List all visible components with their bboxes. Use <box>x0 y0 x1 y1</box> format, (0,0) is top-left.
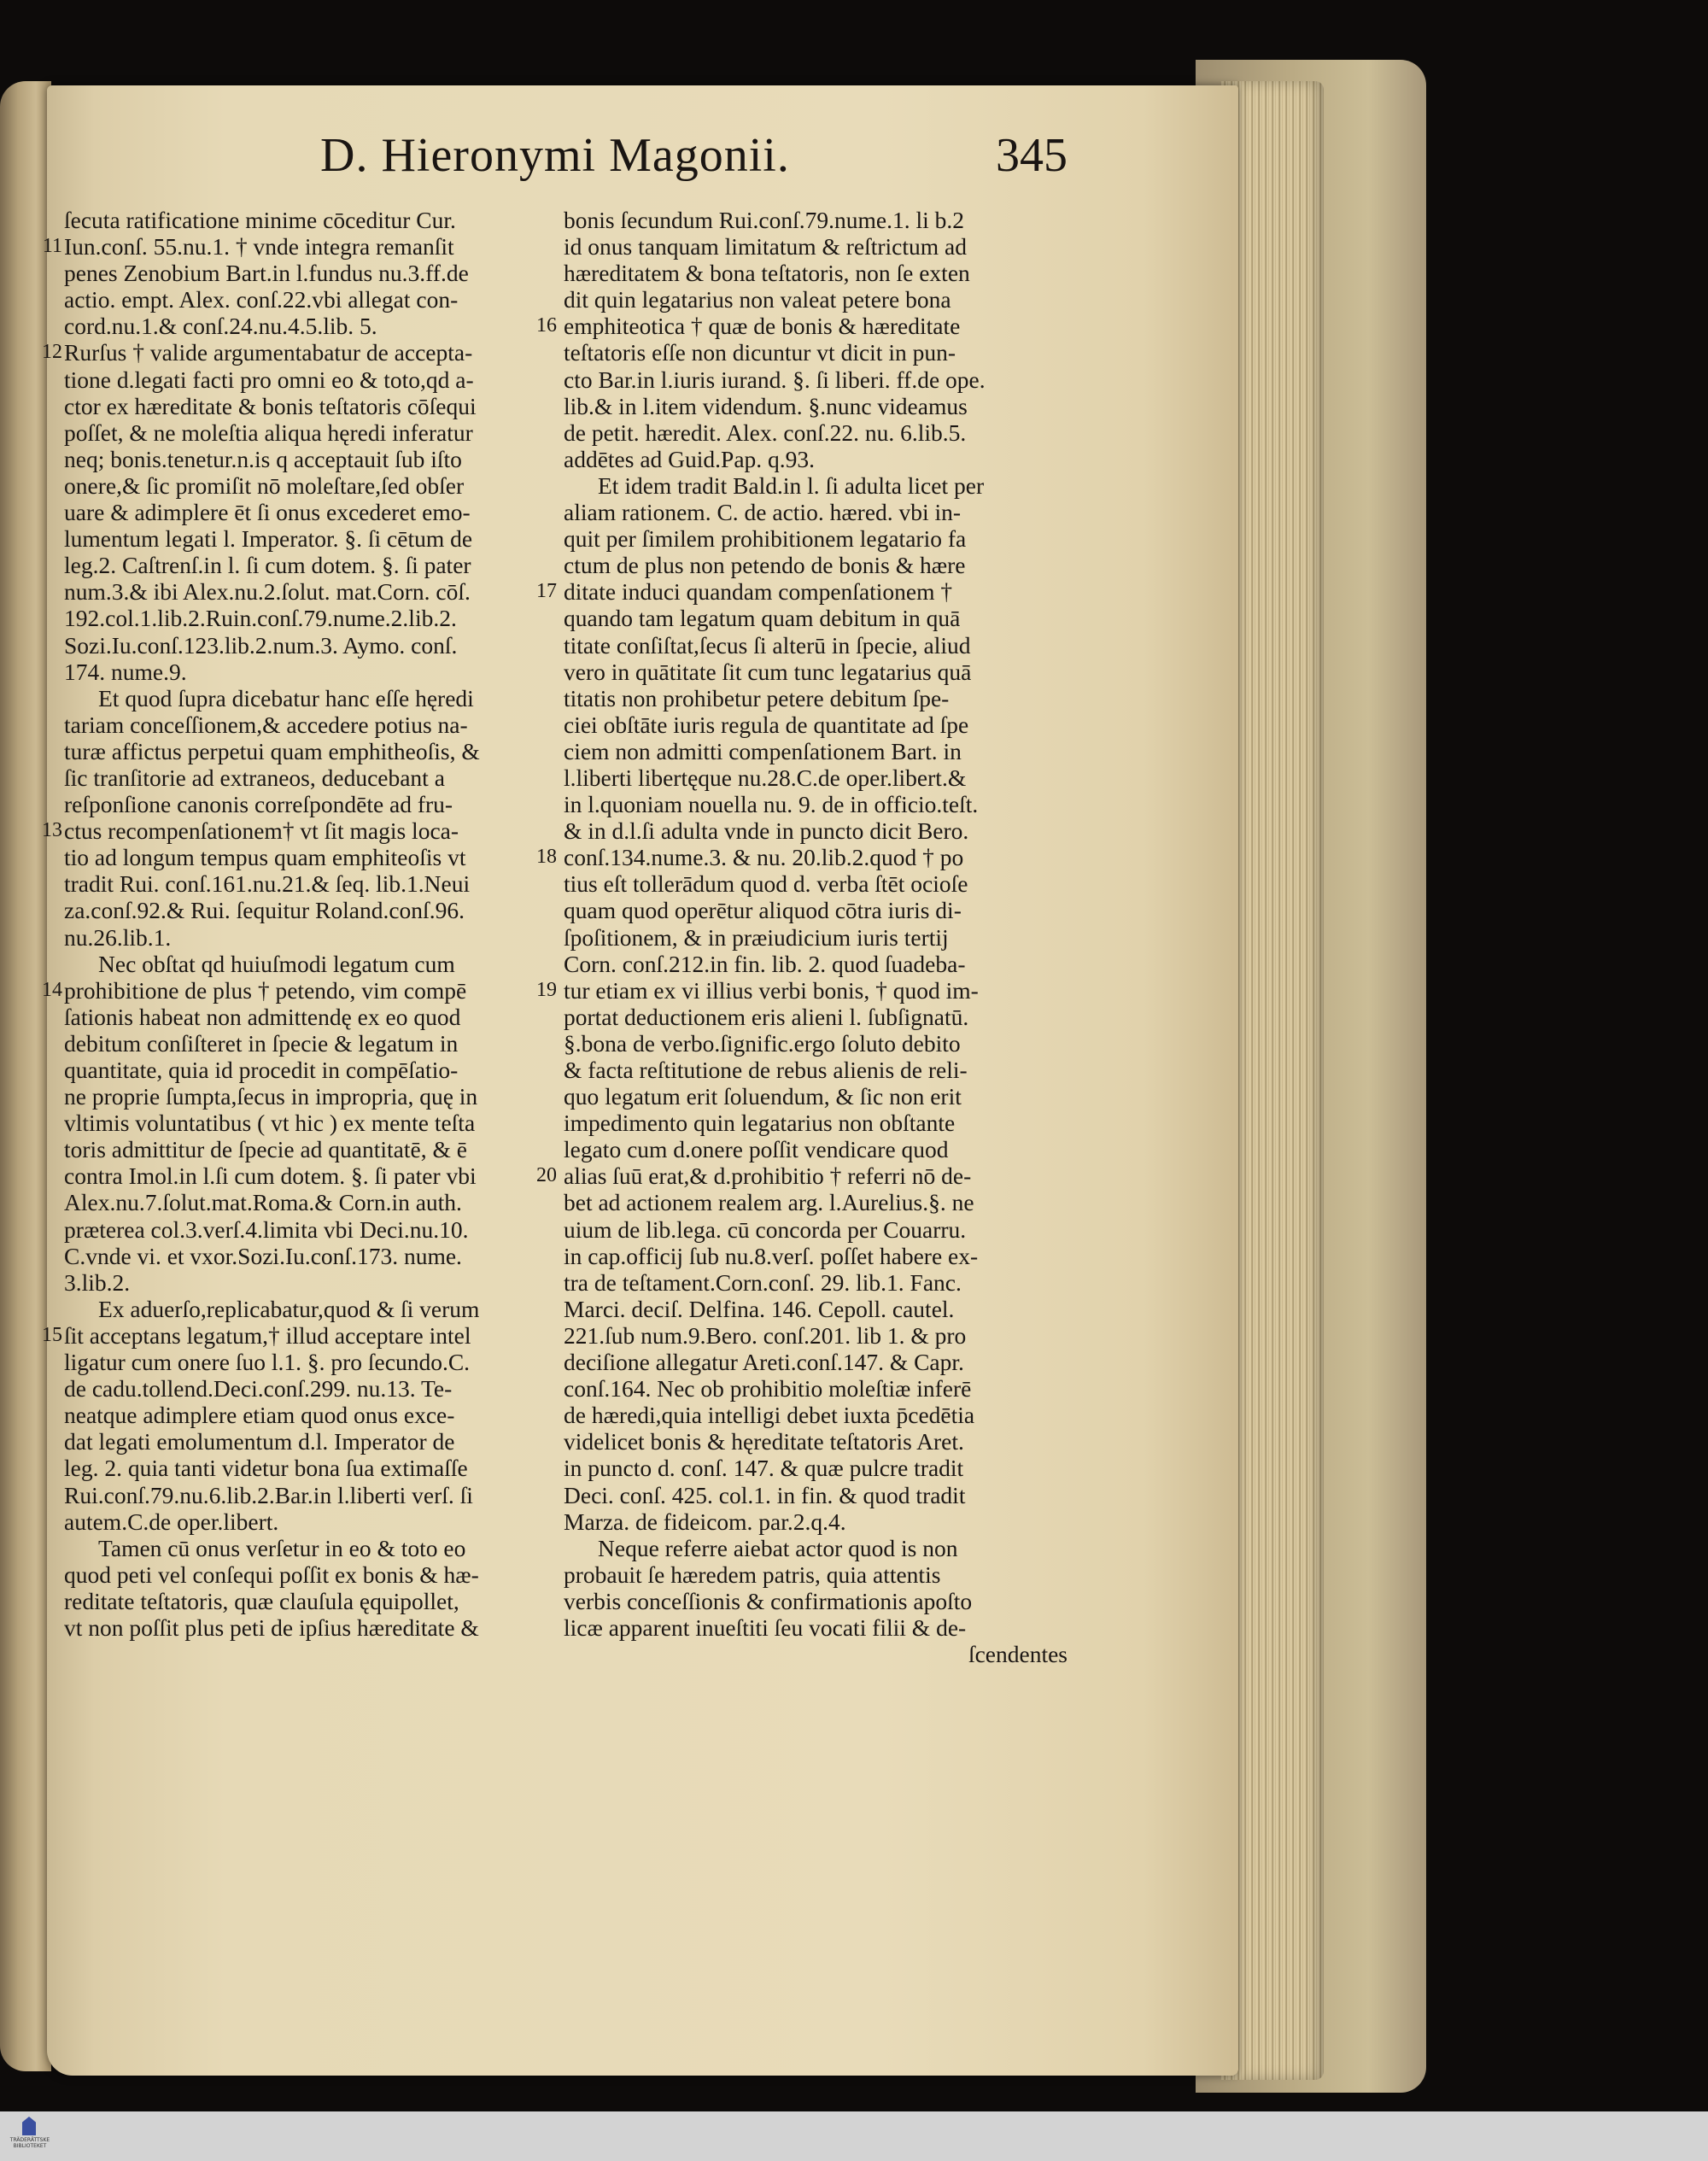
line-text: ctus recompenſationem† vt ſit magis loca- <box>64 817 459 845</box>
text-line <box>564 1349 1068 1375</box>
line-text: & in d.l.ſi adulta vnde in puncto dicit Bero. <box>564 817 969 845</box>
line-text: videlicet bonis & hęreditate teſtatoris Aret. <box>564 1428 964 1455</box>
line-text: ne proprie ſumpta,ſecus in impropria, quę in <box>64 1083 478 1110</box>
line-text: bonis ſecundum Rui.conſ.79.nume.1. li b.2 <box>564 207 964 233</box>
text-line <box>64 1004 542 1030</box>
library-logo <box>9 2117 51 2156</box>
line-text: contra Imol.in l.ſi cum dotem. §. ſi pater vbi <box>64 1162 477 1190</box>
line-text: de hæredi,quia intelligi debet iuxta p̄cedētia <box>564 1402 975 1429</box>
margin-note-number: 15 <box>42 1323 62 1346</box>
text-line <box>564 1004 1068 1030</box>
text-line <box>64 578 542 605</box>
viewer-footer-bar <box>0 2111 1708 2161</box>
text-line <box>536 844 1068 871</box>
text-line <box>564 1216 1068 1243</box>
right-text-column <box>536 207 1068 1668</box>
line-text: C.vnde vi. et vxor.Sozi.Iu.conſ.173. nume. <box>64 1242 462 1269</box>
line-text: in l.quoniam nouella nu. 9. de in officio.teſt. <box>564 791 979 818</box>
line-text: vt non poſſit plus peti de ipſius hæreditate & <box>64 1613 479 1641</box>
running-title: D. Hieronymi Magonii. <box>320 129 790 182</box>
line-text: quando tam legatum quam debitum in quā <box>564 605 961 632</box>
line-text: bet ad actionem realem arg. l.Aurelius.§. ne <box>564 1189 974 1216</box>
text-line <box>564 738 1068 764</box>
text-line <box>64 552 542 578</box>
line-text: ctum de plus non petendo de bonis & hære <box>564 552 966 579</box>
text-line <box>564 1588 1068 1614</box>
margin-note-number: 19 <box>536 978 557 1001</box>
text-line <box>42 817 542 845</box>
text-line <box>64 951 542 977</box>
text-line <box>64 446 542 472</box>
margin-note-number: 18 <box>536 846 557 869</box>
line-text: addētes ad Guid.Pap. q.93. <box>564 445 816 472</box>
text-line <box>64 1136 542 1162</box>
text-line <box>564 1482 1068 1508</box>
text-line <box>564 685 1068 712</box>
library-logo-text: TRÄDERÄTTSKE BIBLIOTEKET <box>9 2137 50 2149</box>
line-text: l.liberti libertęque nu.28.C.de oper.libert.& <box>564 764 967 791</box>
text-line <box>564 1296 1068 1322</box>
line-text: & facta reſtitutione de rebus alienis de reli- <box>564 1057 968 1083</box>
text-line <box>564 951 1068 977</box>
text-line <box>564 924 1068 951</box>
line-text: id onus tanquam limitatum & reſtrictum ad <box>564 233 967 261</box>
text-line <box>64 738 542 764</box>
line-text: ctor ex hæreditate & bonis teſtatoris cōſequi <box>64 392 477 419</box>
line-text: verbis conceſſionis & confirmationis apoſto <box>564 1587 973 1614</box>
line-text: ſationis habeat non admittendę ex eo quod <box>64 1003 461 1030</box>
text-line <box>64 1243 542 1269</box>
left-text-column <box>42 207 542 1641</box>
line-text: de cadu.tollend.Deci.conſ.299. nu.13. Te- <box>64 1375 453 1403</box>
text-line <box>536 1162 1068 1190</box>
line-text: lib.& in l.item videndum. §.nunc videamus <box>564 392 968 419</box>
line-text: conſ.134.nume.3. & nu. 20.lib.2.quod † po <box>564 844 964 871</box>
text-line <box>64 659 542 685</box>
text-line <box>564 1614 1068 1641</box>
line-text: Rurſus † valide argumentabatur de accepta- <box>64 339 473 366</box>
line-text: ciei obſtāte iuris regula de quantitate ad ſpe <box>564 711 969 738</box>
text-line <box>536 313 1068 340</box>
text-line <box>564 817 1068 844</box>
line-text: reditate teſtatoris, quæ clauſula ęquipollet, <box>64 1587 459 1614</box>
text-line <box>564 499 1068 525</box>
line-text: Tamen cū onus verſetur in eo & toto eo <box>98 1534 466 1561</box>
line-text: lumentum legati l. Imperator. §. ſi cētum de <box>64 525 473 553</box>
line-text: Sozi.Iu.conſ.123.lib.2.num.3. Aymo. conſ. <box>64 631 458 659</box>
line-text: quantitate, quia id procedit in compēſatio- <box>64 1057 459 1083</box>
text-line <box>564 1189 1068 1215</box>
text-line <box>564 1269 1068 1296</box>
text-line <box>64 313 542 339</box>
line-text: Et idem tradit Bald.in l. ſi adulta licet per <box>598 471 985 499</box>
line-text: Corn. conſ.212.in fin. lib. 2. quod ſuadeba- <box>564 950 966 977</box>
text-line <box>64 366 542 393</box>
line-text: probauit ſe hæredem patris, quia attentis <box>564 1561 941 1588</box>
text-line <box>564 525 1068 552</box>
line-text: de petit. hæredit. Alex. conſ.22. nu. 6.lib.5. <box>564 419 967 446</box>
text-line <box>564 446 1068 472</box>
text-line <box>564 260 1068 286</box>
text-line <box>564 207 1068 233</box>
margin-note-number: 11 <box>42 235 62 258</box>
line-text: penes Zenobium Bart.in l.fundus nu.3.ff.de <box>64 260 469 287</box>
page-number: 345 <box>996 129 1068 182</box>
line-text: aliam rationem. C. de actio. hæred. vbi in- <box>564 499 962 526</box>
text-line <box>64 1508 542 1535</box>
line-text: Marza. de fideicom. par.2.q.4. <box>564 1508 846 1535</box>
line-text: deciſione allegatur Areti.conſ.147. & Capr. <box>564 1349 964 1376</box>
line-text: in cap.officij ſub nu.8.verſ. poſſet habere ex- <box>564 1242 979 1269</box>
line-text: præterea col.3.verſ.4.limita vbi Deci.nu.10. <box>64 1215 469 1243</box>
line-text: uium de lib.lega. cū concorda per Couarru. <box>564 1215 967 1243</box>
line-text: titatis non prohibetur petere debitum ſpe- <box>564 684 950 712</box>
line-text: quit per ſimilem prohibitionem legatario fa <box>564 525 967 553</box>
text-line <box>564 366 1068 393</box>
line-text: alias ſuū erat,& d.prohibitio † referri nō de- <box>564 1162 972 1190</box>
text-line <box>64 1162 542 1189</box>
line-text: Neque referre aiebat actor quod is non <box>598 1534 958 1561</box>
line-text: ligatur cum onere ſuo l.1. §. pro ſecundo.C. <box>64 1349 471 1376</box>
text-line <box>42 339 542 366</box>
text-line <box>564 897 1068 923</box>
line-text: vltimis voluntatibus ( vt hic ) ex mente teſta <box>64 1110 476 1137</box>
line-text: legato cum d.onere poſſit vendicare quod <box>564 1136 949 1163</box>
line-text: vero in quātitate ſit cum tunc legatarius quā <box>564 658 972 685</box>
line-text: 192.col.1.lib.2.Ruin.conſ.79.nume.2.lib.2. <box>64 605 457 632</box>
text-line <box>564 1508 1068 1535</box>
text-line <box>42 976 542 1004</box>
line-text: ciem non admitti compenſationem Bart. in <box>564 737 962 764</box>
previous-page-edge <box>0 81 51 2071</box>
text-line <box>64 844 542 870</box>
text-line <box>564 1322 1068 1349</box>
line-text: dat legati emolumentum d.l. Imperator de <box>64 1428 455 1455</box>
text-line <box>564 1428 1068 1455</box>
line-text: dit quin legatarius non valeat petere bona <box>564 286 951 313</box>
line-text: 174. nume.9. <box>64 658 187 685</box>
text-line <box>64 1455 542 1481</box>
margin-note-number: 17 <box>536 580 557 603</box>
page-header <box>273 128 1068 196</box>
line-text: quo legatum erit ſoluendum, & ſic non erit <box>564 1083 962 1110</box>
line-text: neq; bonis.tenetur.n.is q acceptauit ſub iſto <box>64 445 462 472</box>
line-text: num.3.& ibi Alex.nu.2.ſolut. mat.Corn. cōſ. <box>64 578 471 606</box>
margin-note-number: 16 <box>536 314 557 337</box>
line-text: ditate induci quandam compenſationem † <box>564 578 953 606</box>
line-text: tradit Rui. conſ.161.nu.21.& ſeq. lib.1.Neui <box>64 870 471 898</box>
line-text: Deci. conſ. 425. col.1. in fin. & quod tradit <box>564 1481 966 1508</box>
line-text: ſecuta ratificatione minime cōceditur Cur. <box>64 207 456 233</box>
line-text: licæ apparent inueſtiti ſeu vocati filii & de- <box>564 1613 967 1641</box>
text-line <box>564 393 1068 419</box>
text-line <box>564 712 1068 738</box>
text-line <box>564 1641 1068 1667</box>
text-line <box>564 870 1068 897</box>
text-line <box>64 712 542 738</box>
margin-note-number: 14 <box>42 978 62 1001</box>
text-line <box>564 1243 1068 1269</box>
text-line <box>64 393 542 419</box>
text-line <box>564 233 1068 260</box>
line-text: quod peti vel conſequi poſſit ex bonis & hæ- <box>64 1561 479 1588</box>
line-text: in puncto d. conſ. 147. & quæ pulcre tradit <box>564 1455 964 1482</box>
line-text: 221.ſub num.9.Bero. conſ.201. lib 1. & pro <box>564 1321 967 1349</box>
text-line <box>64 1535 542 1561</box>
text-line <box>42 233 542 261</box>
line-text: za.conſ.92.& Rui. ſequitur Roland.conſ.96. <box>64 897 465 924</box>
text-line <box>64 605 542 631</box>
text-line <box>564 1057 1068 1083</box>
text-line <box>564 1030 1068 1057</box>
line-text: cord.nu.1.& conſ.24.nu.4.5.lib. 5. <box>64 313 377 340</box>
line-text: impedimento quin legatarius non obſtante <box>564 1110 956 1137</box>
text-line <box>64 1428 542 1455</box>
text-line <box>64 791 542 817</box>
library-logo-icon <box>22 2117 36 2135</box>
text-line <box>564 286 1068 313</box>
text-line <box>64 1482 542 1508</box>
text-line <box>64 685 542 712</box>
line-text: leg. 2. quia tanti videtur bona ſua extimaſſe <box>64 1455 468 1482</box>
margin-note-number: 12 <box>42 341 62 364</box>
line-text: titate conſiſtat,ſecus ſi alterū in ſpecie, aliud <box>564 631 971 659</box>
text-line <box>64 1269 542 1296</box>
text-line <box>564 605 1068 631</box>
line-text: Marci. deciſ. Delfina. 146. Cepoll. cautel. <box>564 1295 955 1322</box>
line-text: ſic tranſitorie ad extraneos, deducebant a <box>64 764 445 791</box>
text-line <box>564 1402 1068 1428</box>
line-text: Rui.conſ.79.nu.6.lib.2.Bar.in l.liberti verſ. ſi <box>64 1481 473 1508</box>
text-line <box>564 1083 1068 1110</box>
text-line <box>564 1136 1068 1162</box>
text-line <box>564 339 1068 366</box>
line-text: tur etiam ex vi illius verbi bonis, † quod im- <box>564 976 979 1004</box>
line-text: reſponſione canonis correſpondēte ad fru- <box>64 791 453 818</box>
text-line <box>564 1535 1068 1561</box>
text-line <box>564 472 1068 499</box>
line-text: onere,& ſic promiſit nō moleſtare,ſed obſer <box>64 471 465 499</box>
line-text: debitum conſiſteret in ſpecie & legatum in <box>64 1029 459 1057</box>
line-text: autem.C.de oper.libert. <box>64 1508 279 1535</box>
line-text: teſtatoris eſſe non dicuntur vt dicit in pun- <box>564 339 956 366</box>
text-line <box>564 1561 1068 1588</box>
text-line <box>64 1402 542 1428</box>
margin-note-number: 20 <box>536 1164 557 1187</box>
line-text: hæreditatem & bona teſtatoris, non ſe exten <box>564 260 970 287</box>
text-line <box>64 1110 542 1136</box>
text-line <box>64 1296 542 1322</box>
line-text: tra de teſtament.Corn.conſ. 29. lib.1. Fanc. <box>564 1268 962 1296</box>
line-text: toris admittitur de ſpecie ad quantitatē, & ē <box>64 1136 467 1163</box>
text-line <box>564 552 1068 578</box>
text-line <box>64 632 542 659</box>
text-line <box>64 1588 542 1614</box>
line-text: tariam conceſſionem,& accedere potius na- <box>64 711 468 738</box>
line-text: ſpoſitionem, & in præiudicium iuris tertij <box>564 923 949 951</box>
line-text: Iun.conſ. 55.nu.1. † vnde integra remanſit <box>64 233 454 261</box>
text-line <box>64 1057 542 1083</box>
text-line <box>64 870 542 897</box>
text-line <box>64 260 542 286</box>
text-line <box>64 897 542 923</box>
line-text: 3.lib.2. <box>64 1268 131 1296</box>
line-text: neatque adimplere etiam quod onus exce- <box>64 1402 455 1429</box>
line-text: prohibitione de plus † petendo, vim compē <box>64 976 467 1004</box>
line-text: poſſet, & ne moleſtia aliqua hęredi inferatur <box>64 419 473 446</box>
text-line <box>64 924 542 951</box>
text-line <box>42 1321 542 1349</box>
line-text: cto Bar.in l.iuris iurand. §. ſi liberi. ff.de ope. <box>564 366 986 393</box>
line-text: nu.26.lib.1. <box>64 923 172 951</box>
line-text: quam quod operētur aliquod cōtra iuris di- <box>564 897 962 924</box>
line-text: Et quod ſupra dicebatur hanc eſſe hęredi <box>98 684 474 712</box>
text-line <box>564 419 1068 446</box>
line-text: Ex aduerſo,replicabatur,quod & ſi verum <box>98 1295 480 1322</box>
text-line <box>64 1349 542 1375</box>
text-line <box>564 1455 1068 1481</box>
text-line <box>64 419 542 446</box>
text-line <box>64 525 542 552</box>
line-text: Nec obſtat qd huiuſmodi legatum cum <box>98 950 455 977</box>
line-text: tione d.legati facti pro omni eo & toto,qd a- <box>64 366 474 393</box>
text-line <box>564 764 1068 791</box>
line-text: actio. empt. Alex. conſ.22.vbi allegat con- <box>64 286 459 313</box>
line-text: uare & adimplere ēt ſi onus excederet emo- <box>64 499 471 526</box>
text-line <box>64 1189 542 1215</box>
text-line <box>536 578 1068 606</box>
line-text: leg.2. Caſtrenſ.in l. ſi cum dotem. §. ſi pater <box>64 552 471 579</box>
text-line <box>564 1110 1068 1136</box>
text-line <box>64 472 542 499</box>
text-line <box>536 976 1068 1004</box>
line-text: ſcendentes <box>968 1641 1068 1668</box>
text-line <box>564 791 1068 817</box>
text-line <box>64 207 542 233</box>
text-line <box>64 764 542 791</box>
text-line <box>564 1375 1068 1402</box>
line-text: tio ad longum tempus quam emphiteoſis vt <box>64 844 466 871</box>
line-text: ſit acceptans legatum,† illud acceptare intel <box>64 1321 471 1349</box>
margin-note-number: 13 <box>42 819 62 842</box>
text-line <box>64 1375 542 1402</box>
line-text: tius eſt tollerādum quod d. verba ſtēt ocioſe <box>564 870 968 898</box>
text-line <box>64 1030 542 1057</box>
line-text: §.bona de verbo.ſignific.ergo ſoluto debito <box>564 1029 961 1057</box>
text-line <box>64 1561 542 1588</box>
text-line <box>64 499 542 525</box>
line-text: turæ affictus perpetui quam emphitheoſis, & <box>64 737 480 764</box>
text-line <box>64 1083 542 1110</box>
text-line <box>64 1216 542 1243</box>
text-line <box>564 659 1068 685</box>
line-text: conſ.164. Nec ob prohibitio moleſtiæ inferē <box>564 1375 972 1403</box>
text-line <box>64 1614 542 1641</box>
text-line <box>564 632 1068 659</box>
line-text: emphiteotica † quæ de bonis & hæreditate <box>564 313 961 340</box>
text-line <box>64 286 542 313</box>
line-text: portat deductionem eris alieni l. ſubſignatū. <box>564 1003 969 1030</box>
line-text: Alex.nu.7.ſolut.mat.Roma.& Corn.in auth. <box>64 1189 462 1216</box>
